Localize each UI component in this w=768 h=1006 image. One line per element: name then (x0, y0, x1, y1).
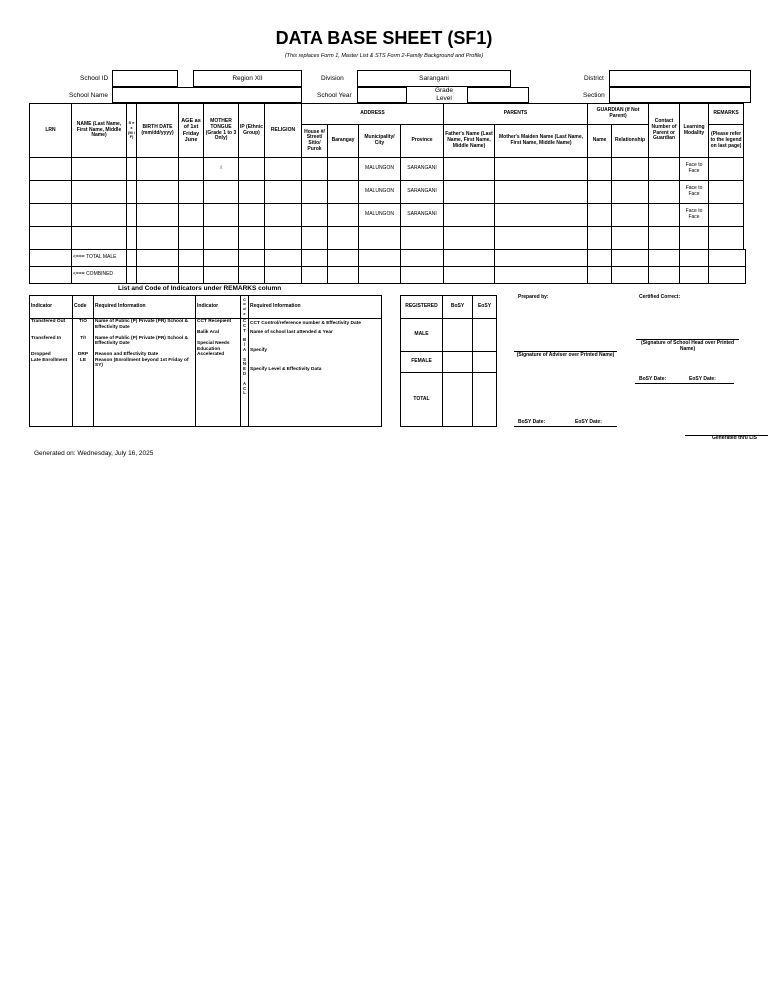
table-row[interactable] (30, 204, 744, 227)
division-field[interactable]: Sarangani (357, 70, 511, 87)
municipality-cell (359, 227, 401, 250)
section-label: Section (583, 92, 605, 99)
mother-tongue-cell: i (204, 158, 239, 181)
legend-codes-2: C C T B / A S N E D A C L (241, 319, 249, 427)
division-label: Division (321, 75, 344, 82)
col-birth-date: BIRTH DATE (mm/dd/yyyy) (137, 104, 179, 158)
legend-codes-1: T/O T/I DRP LE (73, 319, 94, 427)
prepared-by-label: Prepared by: (518, 294, 549, 300)
legend-indicators-1: Transfered Out Transfered In Dropped Late Enrollment (30, 319, 73, 427)
legend-table (29, 295, 382, 427)
grade-level-label: Grade Level (434, 87, 454, 102)
combined-label: <=== COMBINED (72, 267, 127, 284)
col-lrn: LRN (30, 104, 72, 158)
col-relationship: Relationship (612, 125, 649, 158)
school-id-label: School ID (80, 75, 109, 82)
legend-h-code2: C o d e (241, 296, 249, 319)
col-contact: Contact Number of Parent or Guardian (649, 104, 680, 158)
col-barangay: Barangay (328, 125, 359, 158)
mother-tongue-cell (204, 181, 239, 204)
adviser-date-line[interactable] (514, 426, 617, 427)
mother-tongue-cell (204, 227, 239, 250)
col-sex: S e x (M / F) (127, 104, 137, 158)
head-eosy-date-label: EoSY Date: (689, 376, 716, 382)
legend-h-required2: Required Information (249, 296, 382, 319)
col-remarks: REMARKS (709, 104, 744, 125)
adviser-signature-caption: (Signature of Adviser over Printed Name) (516, 352, 615, 358)
page-title: DATA BASE SHEET (SF1) (275, 28, 493, 48)
col-religion: RELIGION (265, 104, 302, 158)
region-field[interactable]: Region XII (193, 70, 302, 87)
legend-required-2: CCT Control/reference number & Effectivity Date Name of school last attended & Year Specify Specify Level & Effectivity Data (249, 319, 382, 427)
col-mother: Mother's Maiden Name (Last Name, First Name, Middle Name) (495, 125, 588, 158)
adviser-eosy-date-label: EoSY Date: (575, 419, 602, 425)
col-ip: IP (Ethnic Group) (239, 104, 265, 158)
registered-summary-table (400, 295, 497, 427)
legend-h-indicator: Indicator (30, 296, 73, 319)
col-guardian-name: Name (588, 125, 612, 158)
totals-table (29, 249, 746, 284)
certified-correct-label: Certified Correct: (639, 294, 681, 300)
page-subtitle: (This replaces Form 1, Master List & STS Form 2-Family Background and Profile) (284, 53, 484, 59)
mother-tongue-cell (204, 204, 239, 227)
district-label: District (584, 75, 604, 82)
section-field[interactable] (609, 87, 751, 103)
legend-indicators-2: CCT Recepient Balik Aral Special Needs Education Accelerated (196, 319, 241, 427)
summary-eosy: EoSY (473, 296, 497, 319)
total-male-label: <=== TOTAL MALE (72, 250, 127, 267)
col-house: House #/ Street/ Sitio/ Purok (302, 125, 328, 158)
col-address: ADDRESS (302, 104, 444, 125)
adviser-bosy-date-label: BoSY Date: (518, 419, 546, 425)
head-signature-caption: (Signature of School Head over Printed Name) (640, 340, 735, 352)
province-cell: SARANGANI (401, 158, 444, 181)
summary-registered: REGISTERED (401, 296, 443, 319)
col-age: AGE as of 1st Friday June (179, 104, 204, 158)
col-learning-modality: Learning Modality (680, 104, 709, 158)
grade-level-field[interactable] (467, 87, 529, 103)
school-year-label: School Year (317, 92, 352, 99)
modality-cell (680, 227, 709, 250)
col-remarks-note: (Please refer to the legend on last page) (709, 125, 744, 158)
school-id-field[interactable] (112, 70, 178, 87)
municipality-cell: MALUNGON (359, 158, 401, 181)
col-municipality: Municipality/ City (359, 125, 401, 158)
modality-cell: Face to Face (680, 181, 709, 204)
table-row[interactable] (30, 158, 744, 181)
modality-cell: Face to Face (680, 158, 709, 181)
generated-thru-label: Generated thru LIS (712, 435, 758, 441)
head-date-line[interactable] (635, 383, 734, 384)
province-cell: SARANGANI (401, 181, 444, 204)
modality-cell: Face to Face (680, 204, 709, 227)
table-row[interactable] (30, 227, 744, 250)
province-cell (401, 227, 444, 250)
municipality-cell: MALUNGON (359, 181, 401, 204)
legend-required-1: Name of Public (P) Private (PR) School & Effectivity Date Name of Public (P) Private (PR) School & Effectivity Date Reason and Effectivity Date Reason (Enrollment beyond 1st Friday of SY) (94, 319, 196, 427)
summary-female: FEMALE (401, 352, 443, 373)
col-name: NAME (Last Name, First Name, Middle Name) (72, 104, 127, 158)
head-bosy-date-label: BoSY Date: (639, 376, 667, 382)
legend-title: List and Code of Indicators under REMARKS column (118, 285, 282, 292)
legend-h-indicator2: Indicator (196, 296, 241, 319)
school-year-field[interactable] (357, 87, 407, 103)
province-cell: SARANGANI (401, 204, 444, 227)
col-parents: PARENTS (444, 104, 588, 125)
summary-bosy: BoSY (443, 296, 473, 319)
col-province: Province (401, 125, 444, 158)
legend-h-required: Required Information (94, 296, 196, 319)
district-field[interactable] (609, 70, 751, 87)
legend-h-code: Code (73, 296, 94, 319)
table-row[interactable] (30, 181, 744, 204)
col-guardian: GUARDIAN (if Not Parent) (588, 104, 649, 125)
school-name-label: School Name (69, 92, 109, 99)
col-mother-tongue: MOTHER TONGUE (Grade 1 to 3 Only) (204, 104, 239, 158)
summary-total: TOTAL (401, 373, 443, 427)
col-father: Father's Name (Last Name, First Name, Middle Name) (444, 125, 495, 158)
municipality-cell: MALUNGON (359, 204, 401, 227)
learner-table (29, 103, 744, 250)
summary-male: MALE (401, 319, 443, 352)
school-name-field[interactable] (112, 87, 302, 103)
generated-on: Generated on: Wednesday, July 16, 2025 (34, 450, 154, 457)
